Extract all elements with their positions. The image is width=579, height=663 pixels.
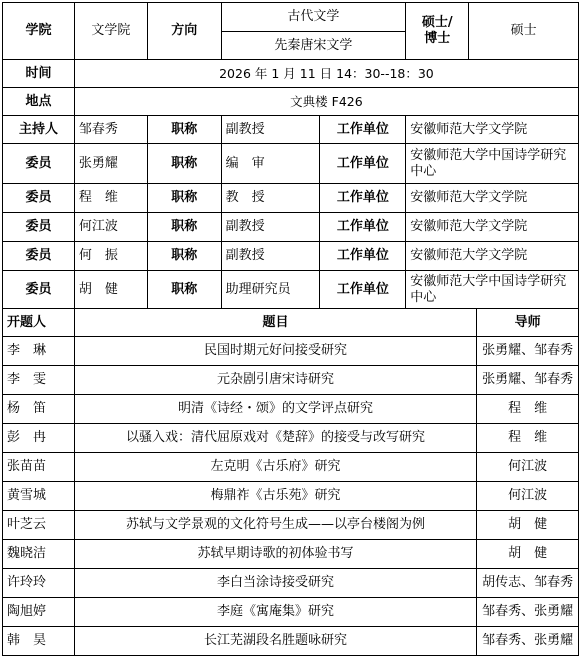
committee-role: 委员 <box>3 184 75 213</box>
direction-label: 方向 <box>147 3 221 60</box>
proposal-row <box>3 366 579 395</box>
direction-line2: 先秦唐宋文学 <box>221 32 406 60</box>
proposal-topic: 以骚入戏：清代屈原戏对《楚辞》的接受与改写研究 <box>74 424 476 453</box>
committee-name: 胡 健 <box>74 271 147 309</box>
proposal-student: 李 雯 <box>3 366 75 395</box>
proposal-row <box>3 482 579 511</box>
committee-title: 助理研究员 <box>221 271 320 309</box>
committee-row <box>3 116 579 144</box>
committee-name: 程 维 <box>74 184 147 213</box>
proposal-student: 张苗苗 <box>3 453 75 482</box>
proposal-advisor: 胡 健 <box>477 540 579 569</box>
committee-title: 副教授 <box>221 242 320 271</box>
committee-name: 何 振 <box>74 242 147 271</box>
thesis-proposal-schedule-table <box>2 2 579 656</box>
proposal-topic: 元杂剧引唐宋诗研究 <box>74 366 476 395</box>
proposal-advisor: 张勇耀、邹春秀 <box>477 366 579 395</box>
proposal-row <box>3 424 579 453</box>
unit-label: 工作单位 <box>320 116 406 144</box>
proposal-topic: 长江芜湖段名胜题咏研究 <box>74 627 476 656</box>
time-label: 时间 <box>3 60 75 88</box>
committee-role: 委员 <box>3 242 75 271</box>
proposal-topic: 李白当涂诗接受研究 <box>74 569 476 598</box>
student-column-header: 开题人 <box>3 309 75 337</box>
committee-unit: 安徽师范大学中国诗学研究中心 <box>406 144 579 184</box>
committee-unit: 安徽师范大学文学院 <box>406 184 579 213</box>
proposal-advisor: 何江波 <box>477 482 579 511</box>
proposal-advisor: 邹春秀、张勇耀 <box>477 598 579 627</box>
unit-label: 工作单位 <box>320 271 406 309</box>
committee-name: 何江波 <box>74 213 147 242</box>
proposal-topic: 明清《诗经・颂》的文学评点研究 <box>74 395 476 424</box>
proposal-student: 黄雪城 <box>3 482 75 511</box>
committee-row <box>3 144 579 184</box>
unit-label: 工作单位 <box>320 184 406 213</box>
proposal-topic: 左克明《古乐府》研究 <box>74 453 476 482</box>
title-label: 职称 <box>147 271 221 309</box>
unit-label: 工作单位 <box>320 144 406 184</box>
proposal-student: 魏晓洁 <box>3 540 75 569</box>
title-label: 职称 <box>147 242 221 271</box>
proposal-topic: 苏轼与文学景观的文化符号生成——以亭台楼阁为例 <box>74 511 476 540</box>
committee-unit: 安徽师范大学文学院 <box>406 116 579 144</box>
committee-role: 委员 <box>3 271 75 309</box>
topic-column-header: 题目 <box>74 309 476 337</box>
proposal-topic: 苏轼早期诗歌的初体验书写 <box>74 540 476 569</box>
proposal-advisor: 程 维 <box>477 395 579 424</box>
proposal-advisor: 胡传志、邹春秀 <box>477 569 579 598</box>
proposal-advisor: 何江波 <box>477 453 579 482</box>
title-label: 职称 <box>147 144 221 184</box>
committee-title: 编 审 <box>221 144 320 184</box>
proposal-advisor: 程 维 <box>477 424 579 453</box>
proposal-student: 杨 笛 <box>3 395 75 424</box>
proposal-row <box>3 395 579 424</box>
college-value: 文学院 <box>74 3 147 60</box>
proposals-header-row <box>3 309 579 337</box>
proposal-student: 韩 昊 <box>3 627 75 656</box>
committee-title: 教 授 <box>221 184 320 213</box>
committee-title: 副教授 <box>221 213 320 242</box>
committee-role: 委员 <box>3 213 75 242</box>
proposal-advisor: 胡 健 <box>477 511 579 540</box>
committee-row <box>3 213 579 242</box>
proposal-student: 陶旭婷 <box>3 598 75 627</box>
proposal-topic: 梅鼎祚《古乐苑》研究 <box>74 482 476 511</box>
proposal-row <box>3 598 579 627</box>
proposal-advisor: 邹春秀、张勇耀 <box>477 627 579 656</box>
proposal-row <box>3 453 579 482</box>
place-value: 文典楼 F426 <box>74 88 578 116</box>
committee-row <box>3 184 579 213</box>
committee-role: 主持人 <box>3 116 75 144</box>
place-label: 地点 <box>3 88 75 116</box>
title-label: 职称 <box>147 213 221 242</box>
proposal-student: 许玲玲 <box>3 569 75 598</box>
committee-unit: 安徽师范大学中国诗学研究中心 <box>406 271 579 309</box>
committee-role: 委员 <box>3 144 75 184</box>
committee-title: 副教授 <box>221 116 320 144</box>
proposal-row <box>3 511 579 540</box>
proposal-student: 彭 冉 <box>3 424 75 453</box>
committee-row <box>3 242 579 271</box>
proposal-student: 李 琳 <box>3 337 75 366</box>
proposal-advisor: 张勇耀、邹春秀 <box>477 337 579 366</box>
advisor-column-header: 导师 <box>477 309 579 337</box>
proposal-row <box>3 540 579 569</box>
proposal-row <box>3 627 579 656</box>
committee-row <box>3 271 579 309</box>
proposal-row <box>3 337 579 366</box>
proposal-student: 叶芝云 <box>3 511 75 540</box>
proposal-topic: 李庭《寓庵集》研究 <box>74 598 476 627</box>
proposal-row <box>3 569 579 598</box>
degree-label: 硕士/博士 <box>406 3 469 60</box>
title-label: 职称 <box>147 184 221 213</box>
college-label: 学院 <box>3 3 75 60</box>
committee-unit: 安徽师范大学文学院 <box>406 213 579 242</box>
committee-unit: 安徽师范大学文学院 <box>406 242 579 271</box>
title-label: 职称 <box>147 116 221 144</box>
unit-label: 工作单位 <box>320 242 406 271</box>
degree-value: 硕士 <box>469 3 579 60</box>
proposal-topic: 民国时期元好问接受研究 <box>74 337 476 366</box>
committee-name: 邹春秀 <box>74 116 147 144</box>
committee-name: 张勇耀 <box>74 144 147 184</box>
unit-label: 工作单位 <box>320 213 406 242</box>
direction-line1: 古代文学 <box>221 3 406 32</box>
time-value: 2026 年 1 月 11 日 14：30--18：30 <box>74 60 578 88</box>
